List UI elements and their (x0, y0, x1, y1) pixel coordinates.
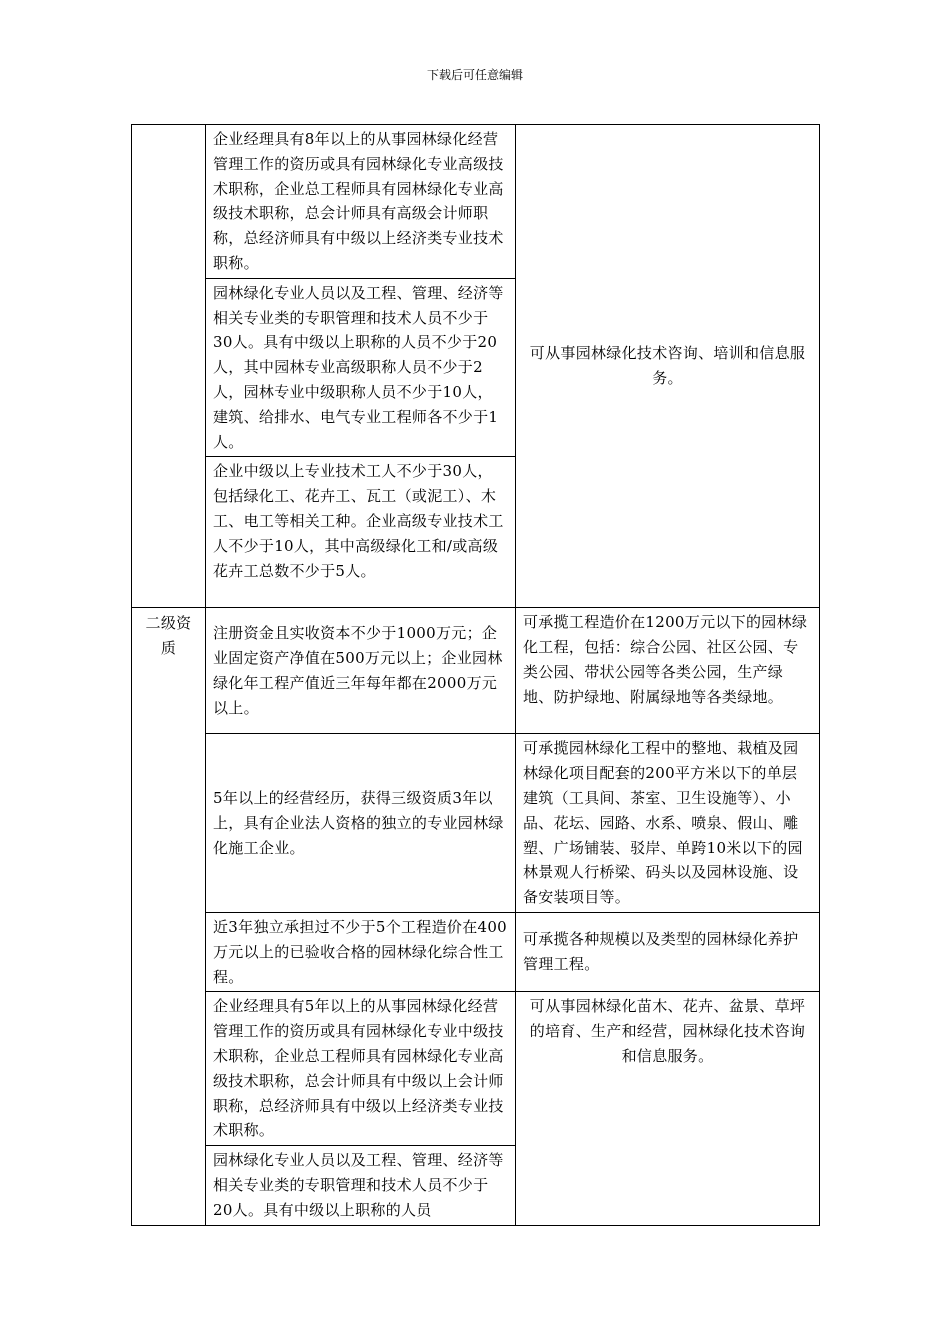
business-scope-cell: 可承揽园林绿化工程中的整地、栽植及园林绿化项目配套的200平方米以下的单层建筑（工具间、茶室、卫生设施等）、小品、花坛、园路、水系、喷泉、假山、雕塑、广场铺装、驳岸、单跨10米以下的园林景观人行桥梁、码头以及园林设施、设备安装项目等。 (516, 734, 820, 913)
requirement-cell: 企业中级以上专业技术工人不少于30人，包括绿化工、花卉工、瓦工（或泥工）、木工、电工等相关工种。企业高级专业技术工人不少于10人，其中高级绿化工和/或高级花卉工总数不少于5人。 (206, 457, 516, 608)
qualification-level-cell (132, 125, 206, 608)
page-header: 下载后可任意编辑 (426, 68, 523, 82)
requirement-cell: 注册资金且实收资本不少于1000万元；企业固定资产净值在500万元以上；企业园林绿化年工程产值近三年每年都在2000万元以上。 (206, 608, 516, 734)
requirement-cell: 5年以上的经营经历，获得三级资质3年以上，具有企业法人资格的独立的专业园林绿化施工企业。 (206, 734, 516, 913)
business-scope-cell: 可承揽各种规模以及类型的园林绿化养护管理工程。 (516, 912, 820, 991)
requirement-cell: 企业经理具有8年以上的从事园林绿化经营管理工作的资历或具有园林绿化专业高级技术职称，企业总工程师具有园林绿化专业高级技术职称，总会计师具有高级会计师职称，总经济师具有中级以上经济类专业技术职称。 (206, 125, 516, 279)
requirement-cell: 近3年独立承担过不少于5个工程造价在400万元以上的已验收合格的园林绿化综合性工程。 (206, 912, 516, 991)
requirement-cell: 园林绿化专业人员以及工程、管理、经济等相关专业类的专职管理和技术人员不少于20人。具有中级以上职称的人员 (206, 1146, 516, 1225)
business-scope-cell: 可从事园林绿化苗木、花卉、盆景、草坪的培育、生产和经营，园林绿化技术咨询和信息服务。 (516, 992, 820, 1225)
qualification-level-cell: 二级资质 (132, 608, 206, 1225)
qualification-table (131, 124, 820, 1226)
requirement-cell: 企业经理具有5年以上的从事园林绿化经营管理工作的资历或具有园林绿化专业中级技术职称，企业总工程师具有园林绿化专业高级技术职称，总会计师具有中级以上会计师职称，总经济师具有中级以上经济类专业技术职称。 (206, 992, 516, 1146)
business-scope-cell: 可承揽工程造价在1200万元以下的园林绿化工程，包括：综合公园、社区公园、专类公园、带状公园等各类公园，生产绿地、防护绿地、附属绿地等各类绿地。 (516, 608, 820, 734)
business-scope-cell: 可从事园林绿化技术咨询、培训和信息服务。 (516, 125, 820, 608)
requirement-cell: 园林绿化专业人员以及工程、管理、经济等相关专业类的专职管理和技术人员不少于30人。具有中级以上职称的人员不少于20人，其中园林专业高级职称人员不少于2人，园林专业中级职称人员不少于10人，建筑、给排水、电气专业工程师各不少于1人。 (206, 278, 516, 457)
